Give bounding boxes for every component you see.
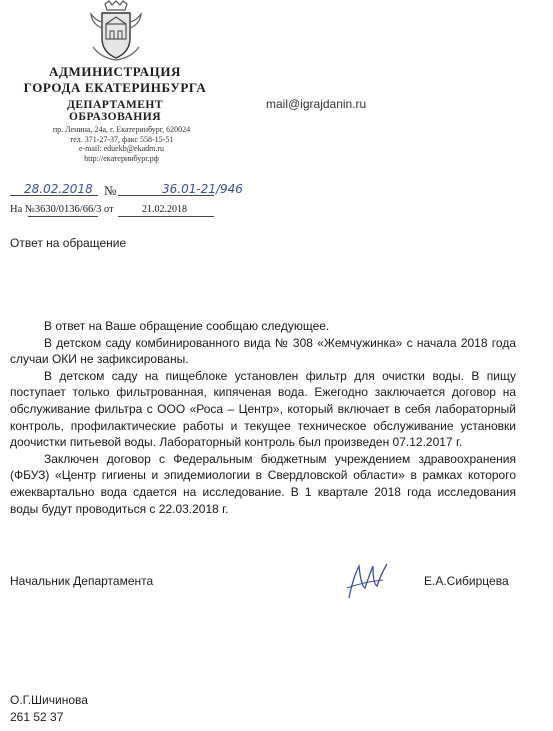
contact-address: пр. Ленина, 24а, г. Екатеринбург, 620024 <box>52 125 191 134</box>
reference-label: На № <box>10 204 35 215</box>
body-paragraph: В детском саду на пищеблоке установлен фильтр для очистки воды. В пищу поступает только фильтрованная, кипяченая вода. Ежегодно заключается договор на обслуживание фильтра с ООО «Роса – Центр», который включает в себя лабораторный контроль, профилактические работы и текущее техническое обслуживание установки доочистки питьевой воды. Лабораторный контроль был произведен 07.12.2017 г. <box>10 368 516 450</box>
reference-block <box>10 204 101 215</box>
contact-website: http://екатеринбург.рф <box>84 153 159 163</box>
executor-name: О.Г.Шичинова <box>10 693 88 707</box>
contact-block <box>34 125 209 163</box>
reference-number-underline <box>28 216 98 217</box>
contact-email: e-mail: eduekb@ekadm.ru <box>78 144 165 153</box>
recipient-email: mail@igrajdanin.ru <box>266 97 367 111</box>
signatory-name: Е.А.Сибирцева <box>424 574 509 588</box>
org-name-line1: АДМИНИСТРАЦИЯ <box>48 64 182 79</box>
coat-of-arms-emblem <box>85 0 147 62</box>
signatory-title: Начальник Департамента <box>10 574 154 588</box>
outgoing-date: 28.02.2018 <box>24 182 93 196</box>
body-paragraph: В ответ на Ваше обращение сообщаю следующее. <box>44 319 330 333</box>
body-paragraph: Заключен договор с Федеральным бюджетным учреждением здравоохранения (ФБУЗ) «Центр гигиены и эпидемиологии в Свердловской области» в рамках которого ежеквартально вода сдается на исследование. В 1 квартале 2018 года исследования воды будут проводиться с 22.03.2018 г. <box>10 451 516 516</box>
reference-date: 21.02.2018 <box>142 204 187 215</box>
reference-number: 3630/0136/66/3 <box>34 204 102 215</box>
contact-phone: тел. 371-27-37, факс 558-15-51 <box>69 134 174 144</box>
letter-body <box>10 318 516 517</box>
org-name-line2: ГОРОДА ЕКАТЕРИНБУРГА <box>23 80 207 95</box>
date-underline <box>10 195 98 196</box>
outgoing-number: 36.01-21/946 <box>162 182 243 196</box>
reference-date-underline <box>118 216 214 217</box>
number-sign: № <box>104 183 117 198</box>
executor-phone: 261 52 37 <box>10 710 64 724</box>
letter-subject: Ответ на обращение <box>10 236 127 250</box>
number-underline <box>118 195 214 196</box>
body-paragraph: В детском саду комбинированного вида № 308 «Жемчужинка» с начала 2018 года случаи ОКИ не зафиксированы. <box>10 335 516 367</box>
department-name: ДЕПАРТАМЕНТ ОБРАЗОВАНИЯ <box>66 99 164 123</box>
handwritten-signature <box>343 558 391 602</box>
reference-date-label: от <box>104 204 114 215</box>
